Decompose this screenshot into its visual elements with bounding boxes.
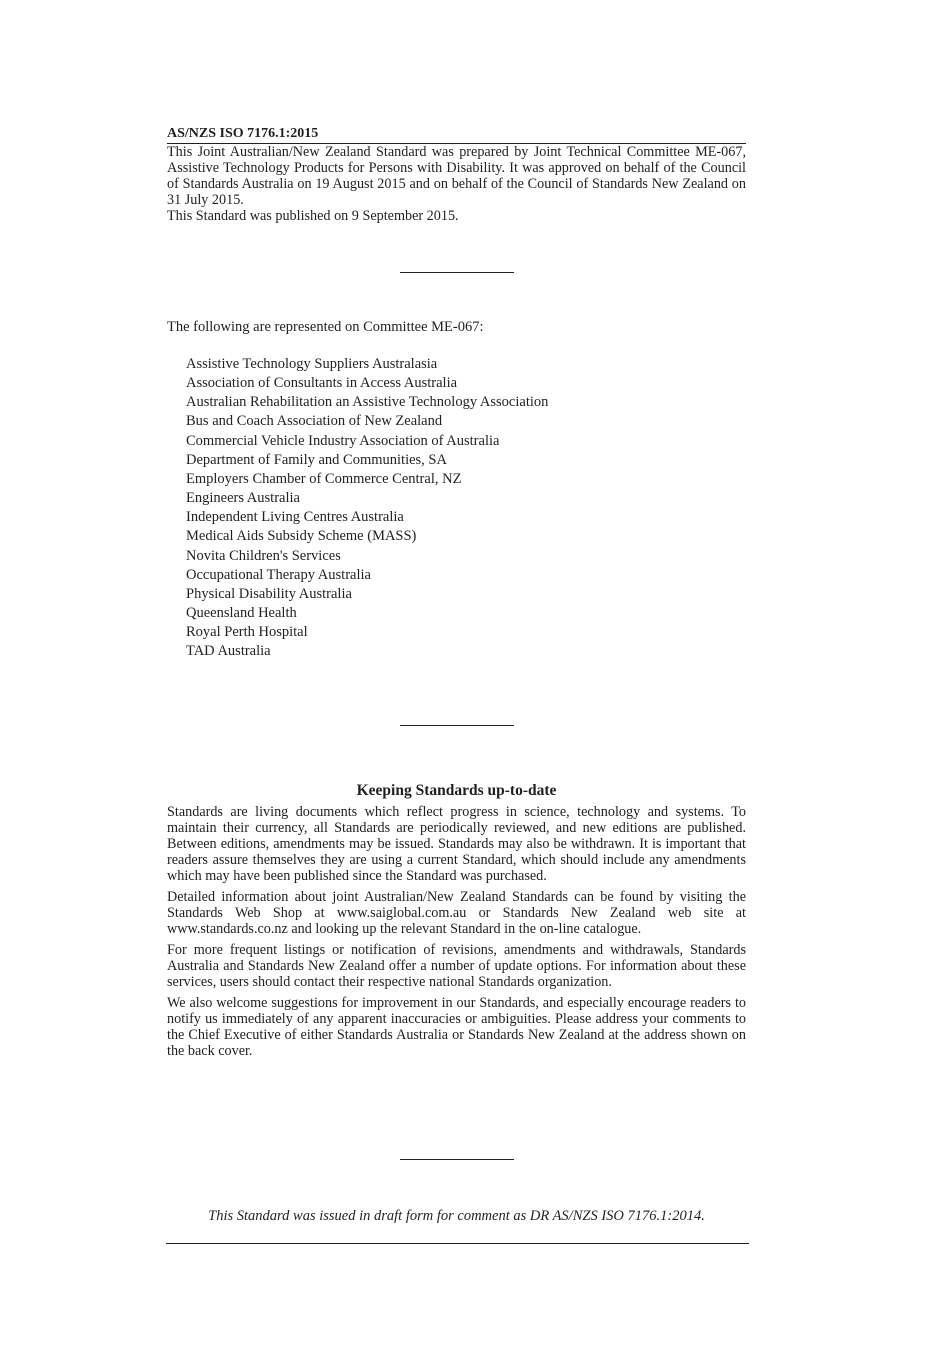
committee-member: TAD Australia — [186, 643, 271, 660]
keeping-paragraph: Detailed information about joint Australian/New Zealand Standards can be found by visiting the Standards Web Shop at www.saiglobal.com.au or Standards New Zealand web site at www.standards.co.nz and looking up the relevant Standard in the on-line catalogue. — [167, 889, 746, 937]
committee-member: Assistive Technology Suppliers Australasia — [186, 356, 438, 372]
committee-member: Physical Disability Australia — [186, 585, 352, 602]
standard-number: AS/NZS ISO 7176.1:2015 — [167, 126, 746, 144]
committee-member: Novita Children's Services — [186, 547, 341, 564]
keeping-standards-body — [167, 804, 746, 1064]
preparation-statement — [167, 144, 746, 224]
keeping-standards-heading: Keeping Standards up-to-date — [356, 782, 557, 799]
committee-member: Commercial Vehicle Industry Association of Australia — [186, 432, 500, 449]
committee-intro: The following are represented on Committee ME-067: — [167, 319, 484, 335]
keeping-paragraph: Standards are living documents which reflect progress in science, technology and systems. To maintain their currency, all Standards are periodically reviewed, and new editions are published. Between editions, amendments may be issued. Standards may also be withdrawn. It is important that readers assure themselves they are using a current Standard, which should include any amendments which may have been published since the Standard was purchased. — [167, 804, 746, 884]
committee-member: Independent Living Centres Australia — [186, 509, 404, 526]
committee-member: Queensland Health — [186, 605, 297, 622]
draft-note: This Standard was issued in draft form for comment as DR AS/NZS ISO 7176.1:2014. — [208, 1208, 705, 1224]
committee-member: Royal Perth Hospital — [186, 624, 308, 641]
committee-member: Employers Chamber of Commerce Central, NZ — [186, 470, 462, 487]
preparation-paragraph: This Joint Australian/New Zealand Standard was prepared by Joint Technical Committee ME-067, Assistive Technology Products for Persons with Disability. It was approved on behalf of the Council of Standards Australia on 19 August 2015 and on behalf of the Council of Standards New Zealand on 31 July 2015. — [167, 144, 746, 208]
committee-member: Engineers Australia — [186, 490, 300, 507]
keeping-paragraph: We also welcome suggestions for improvement in our Standards, and especially encourage readers to notify us immediately of any apparent inaccuracies or ambiguities. Please address your comments to the Chief Executive of either Standards Australia or Standards New Zealand at the address shown on the back cover. — [167, 995, 746, 1059]
section-divider — [400, 1159, 514, 1160]
committee-member-list — [186, 355, 548, 662]
section-divider — [400, 725, 514, 726]
keeping-paragraph: For more frequent listings or notification of revisions, amendments and withdrawals, Standards Australia and Standards New Zealand offer a number of update options. For information about these services, users should contact their respective national Standards organization. — [167, 942, 746, 990]
committee-member: Australian Rehabilitation an Assistive Technology Association — [186, 394, 549, 411]
footer-rule — [166, 1243, 749, 1244]
committee-member: Medical Aids Subsidy Scheme (MASS) — [186, 528, 417, 545]
section-divider — [400, 272, 514, 273]
committee-member: Occupational Therapy Australia — [186, 566, 371, 583]
publication-paragraph: This Standard was published on 9 September 2015. — [167, 208, 459, 224]
committee-member: Association of Consultants in Access Australia — [186, 375, 458, 392]
committee-member: Bus and Coach Association of New Zealand — [186, 413, 443, 430]
committee-member: Department of Family and Communities, SA — [186, 451, 447, 468]
